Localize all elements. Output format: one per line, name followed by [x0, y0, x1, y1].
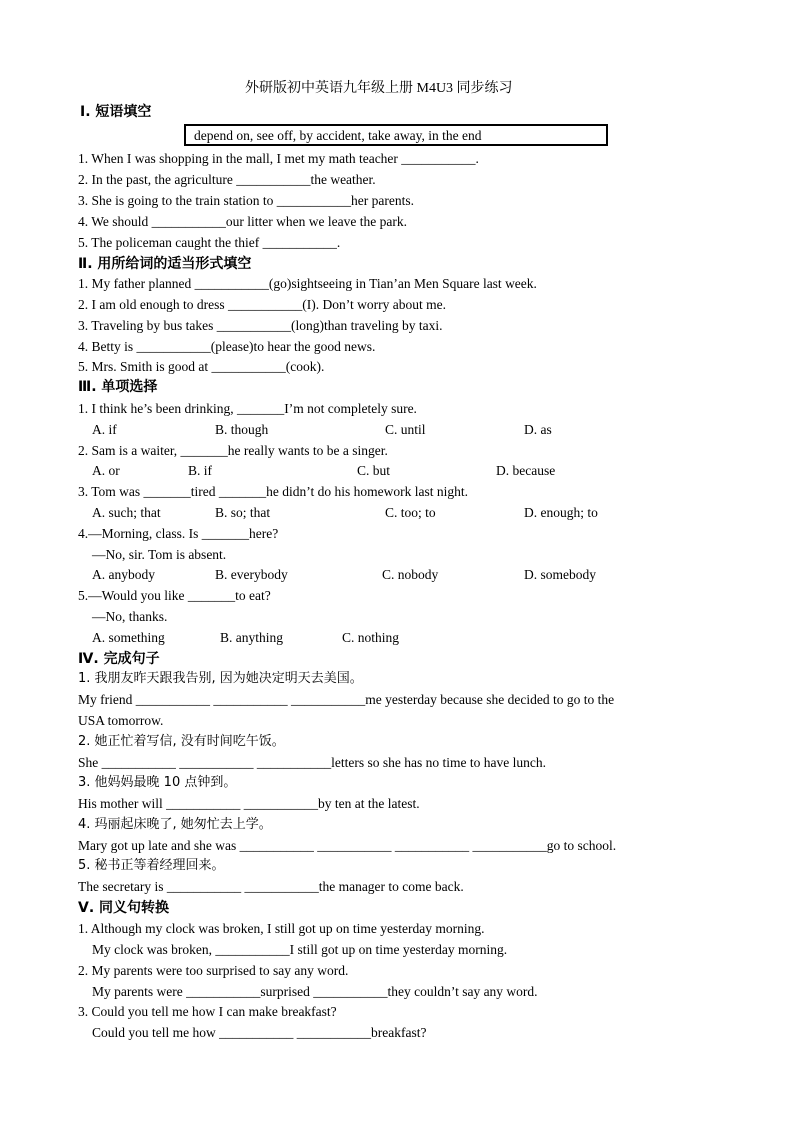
s2-item-3: 3. Traveling by bus takes ___________(long)than traveling by taxi. — [78, 318, 443, 333]
s3-q4-option-a: A. anybody — [92, 567, 155, 582]
s5-original-1: 1. Although my clock was broken, I still got up on time yesterday morning. — [78, 921, 485, 936]
s4-chinese-3: 3. 他妈妈最晚 10 点钟到。 — [78, 775, 237, 790]
s1-item-3: 3. She is going to the train station to ___________her parents. — [78, 193, 414, 208]
s4-english-1b: USA tomorrow. — [78, 713, 164, 728]
s3-q4-option-b: B. everybody — [215, 567, 288, 582]
s2-item-2: 2. I am old enough to dress ___________(I). Don’t worry about me. — [78, 297, 446, 312]
section-2-heading: Ⅱ. 用所给词的适当形式填空 — [78, 256, 252, 272]
s3-q3-option-d: D. enough; to — [524, 505, 598, 520]
s3-q3-option-b: B. so; that — [215, 505, 271, 520]
page-title: 外研版初中英语九年级上册 M4U3 同步练习 — [245, 81, 513, 96]
s4-chinese-1: 1. 我朋友昨天跟我告别, 因为她决定明天去美国。 — [78, 671, 363, 686]
s1-item-2: 2. In the past, the agriculture ___________the weather. — [78, 172, 376, 187]
s2-item-4: 4. Betty is ___________(please)to hear the good news. — [78, 339, 376, 354]
s3-q5-option-b: B. anything — [220, 630, 283, 645]
s3-q4: 4.—Morning, class. Is _______here? — [78, 526, 279, 541]
s4-english-3: His mother will ___________ ___________by ten at the latest. — [78, 796, 420, 811]
s1-item-5: 5. The policeman caught the thief ___________. — [78, 235, 341, 250]
s2-item-5: 5. Mrs. Smith is good at ___________(cook). — [78, 359, 325, 374]
s4-chinese-5: 5. 秘书正等着经理回来。 — [78, 858, 225, 873]
s4-english-5: The secretary is ___________ ___________the manager to come back. — [78, 879, 464, 894]
s3-q1-option-d: D. as — [524, 422, 552, 437]
s4-english-1a: My friend ___________ ___________ ___________me yesterday because she decided to go to the — [78, 692, 615, 707]
s3-q4-reply: —No, sir. Tom is absent. — [92, 547, 227, 562]
s3-q5-option-a: A. something — [92, 630, 165, 645]
s4-chinese-2: 2. 她正忙着写信, 没有时间吃午饭。 — [78, 734, 285, 749]
s3-q5-option-c: C. nothing — [342, 630, 400, 645]
s5-original-3: 3. Could you tell me how I can make breakfast? — [78, 1004, 337, 1019]
s3-q3: 3. Tom was _______tired _______he didn’t do his homework last night. — [78, 484, 469, 499]
s2-item-1: 1. My father planned ___________(go)sightseeing in Tian’an Men Square last week. — [78, 276, 537, 291]
s4-english-4: Mary got up late and she was ___________ ___________ ___________ ___________go to school. — [78, 838, 617, 853]
s3-q5-reply: —No, thanks. — [92, 609, 168, 624]
section-4-heading: Ⅳ. 完成句子 — [78, 651, 160, 667]
section-5-heading: Ⅴ. 同义句转换 — [78, 900, 170, 916]
s3-q1-option-b: B. though — [215, 422, 269, 437]
s3-q4-option-d: D. somebody — [524, 567, 596, 582]
s3-q2: 2. Sam is a waiter, _______he really wants to be a singer. — [78, 443, 388, 458]
s4-english-2: She ___________ ___________ ___________letters so she has no time to have lunch. — [78, 755, 546, 770]
s1-item-4: 4. We should ___________our litter when we leave the park. — [78, 214, 407, 229]
s3-q2-option-a: A. or — [92, 463, 120, 478]
s5-rewrite-2: My parents were ___________surprised ___________they couldn’t say any word. — [92, 984, 538, 999]
s5-original-2: 2. My parents were too surprised to say any word. — [78, 963, 349, 978]
s3-q1-option-a: A. if — [92, 422, 117, 437]
section-1-heading: Ⅰ. 短语填空 — [80, 104, 152, 120]
s3-q2-option-c: C. but — [357, 463, 391, 478]
s1-item-1: 1. When I was shopping in the mall, I met my math teacher ___________. — [78, 151, 479, 166]
s3-q5: 5.—Would you like _______to eat? — [78, 588, 271, 603]
s3-q2-option-d: D. because — [496, 463, 556, 478]
s4-chinese-4: 4. 玛丽起床晚了, 她匆忙去上学。 — [78, 817, 272, 832]
word-bank-text: depend on, see off, by accident, take away, in the end — [194, 128, 482, 143]
s5-rewrite-3: Could you tell me how ___________ ___________breakfast? — [92, 1025, 427, 1040]
s3-q1: 1. I think he’s been drinking, _______I’m not completely sure. — [78, 401, 417, 416]
word-bank-box — [184, 124, 608, 146]
section-3-heading: Ⅲ. 单项选择 — [78, 379, 158, 395]
s5-rewrite-1: My clock was broken, ___________I still got up on time yesterday morning. — [92, 942, 508, 957]
s3-q3-option-a: A. such; that — [92, 505, 161, 520]
s3-q3-option-c: C. too; to — [385, 505, 436, 520]
s3-q2-option-b: B. if — [188, 463, 213, 478]
s3-q4-option-c: C. nobody — [382, 567, 439, 582]
s3-q1-option-c: C. until — [385, 422, 426, 437]
